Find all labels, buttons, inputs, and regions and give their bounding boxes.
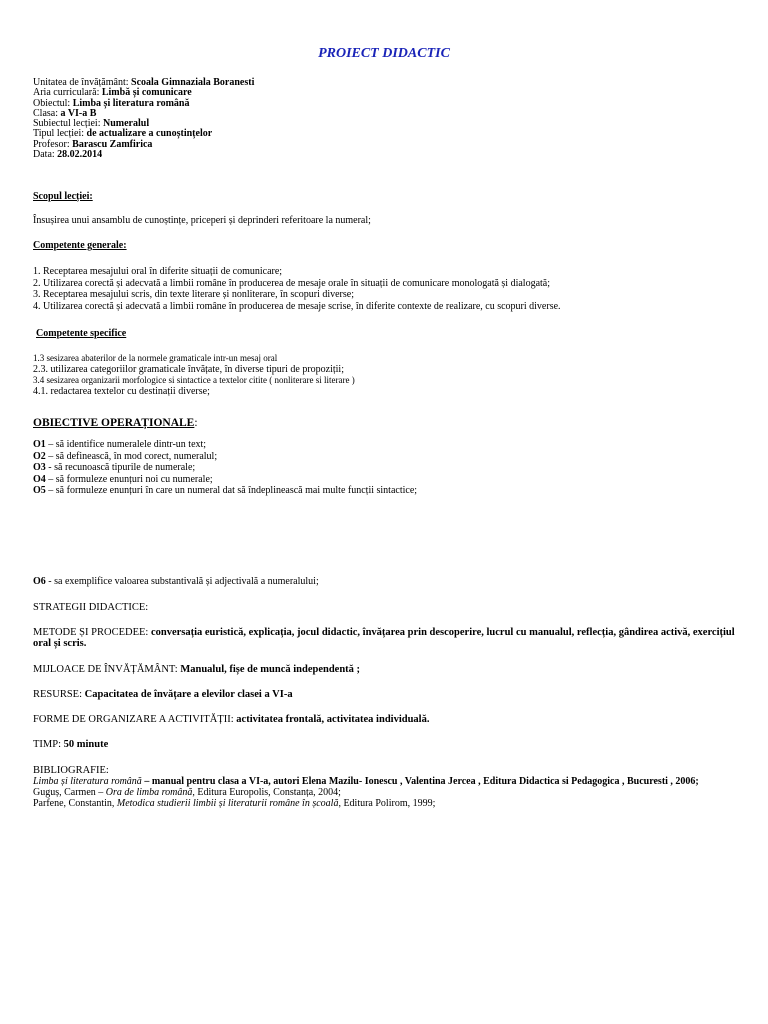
objective-code: O3 — [33, 462, 46, 474]
timp-value: 50 minute — [63, 739, 109, 750]
lesson-header — [33, 78, 753, 160]
resurse-line — [33, 689, 753, 700]
competente-generale-list — [33, 266, 753, 312]
subiectul-label: Subiectul lecției: — [33, 118, 101, 130]
scopul-heading-text: Scopul lecției: — [33, 191, 93, 202]
timp-label: TIMP: — [33, 739, 64, 750]
objective-text: – să formuleze enunțuri în care un numeral dat să îndeplinească mai multe funcții sintactice; — [45, 485, 418, 497]
list-item: 1.3 sesizarea abaterilor de la normele gramaticale intr-un mesaj oral — [33, 353, 278, 363]
aria-label: Aria curriculară: — [33, 87, 100, 99]
objective-code: O4 — [33, 473, 46, 485]
obiectul-value: Limba și literatura română — [72, 97, 190, 109]
metode-label: METODE ȘI PROCEDEE: — [33, 627, 151, 638]
subiectul-value: Numeralul — [102, 118, 150, 130]
clasa-label: Clasa: — [33, 107, 58, 119]
unitatea-label: Unitatea de învățământ: — [33, 77, 129, 88]
objective-code: O5 — [33, 485, 46, 497]
competente-specifice-heading-text: Competente specifice — [36, 328, 127, 339]
bibliography-entry — [33, 776, 753, 787]
objective-text: - sa exemplifice valoarea substantivală și adjectivală a numeralului; — [45, 576, 319, 587]
bib-details: , Editura Europolis, Constanța, 2004; — [192, 787, 341, 798]
list-item: 3. Receptarea mesajului scris, din texte literare și nonliterare, în scopuri diverse; — [33, 289, 354, 301]
competente-generale-heading — [33, 240, 753, 251]
resurse-value: Capacitatea de învățare a elevilor clasei a VI-a — [84, 689, 293, 700]
bib-title: Ora de limba română — [105, 787, 193, 798]
bibliografie — [33, 765, 753, 809]
objective-o6 — [33, 576, 753, 588]
list-item — [33, 439, 753, 451]
list-item: 4. Utilizarea corectă și adecvată a limbii române în producerea de mesaje scrise, în diferite contexte de realizare, cu scopuri diverse. — [33, 300, 561, 312]
forme-value: activitatea frontală, activitatea individuală. — [236, 714, 430, 725]
objective-text: – să identifice numeralele dintr-un text; — [45, 439, 207, 450]
tipul-label: Tipul lecției: — [33, 128, 85, 140]
bibliography-entry — [33, 798, 753, 809]
obiective-heading — [33, 413, 753, 431]
bibliography-entry — [33, 787, 753, 798]
objective-text: - să recunoască tipurile de numerale; — [45, 462, 196, 474]
bib-details: – manual pentru clasa a VI-a, autori Elena Mazilu- Ionescu , Valentina Jercea , Editura Didactica si Pedagogica , Bucuresti , 2006; — [141, 776, 699, 787]
objective-code: O1 — [33, 439, 46, 450]
scopul-text — [33, 216, 753, 226]
aria-value: Limbă și comunicare — [101, 87, 192, 99]
metode-line — [33, 627, 753, 649]
forme-line — [33, 714, 753, 725]
profesor-label: Profesor: — [33, 138, 70, 150]
mijloace-label: MIJLOACE DE ÎNVĂȚĂMÂNT: — [33, 664, 181, 675]
resurse-label: RESURSE: — [33, 689, 85, 700]
metode-value: conversația euristică, explicația, jocul didactic, învățarea prin descoperire, lucrul cu manualul, reflecția, gândirea activă, exercițiul oral și scris. — [33, 627, 735, 649]
bib-title: Metodica studierii limbii și literaturii române în școală — [116, 798, 339, 809]
data-value: 28.02.2014 — [57, 149, 103, 161]
forme-label: FORME DE ORGANIZARE A ACTIVITĂȚII: — [33, 714, 237, 725]
objective-text: – să definească, în mod corect, numeralul; — [45, 450, 218, 462]
mijloace-line — [33, 664, 753, 675]
obiectul-label: Obiectul: — [33, 97, 71, 109]
bib-author: Guguș, Carmen – — [33, 787, 106, 798]
competente-specifice-list — [33, 353, 753, 397]
obiective-heading-text: OBIECTIVE OPERAȚIONALE — [33, 417, 195, 429]
list-item — [33, 462, 753, 474]
strategii-heading-text: STRATEGII DIDACTICE: — [33, 602, 149, 613]
mijloace-value: Manualul, fișe de muncă independentă ; — [180, 664, 361, 675]
unitatea-value: Scoala Gimnaziala Boranesti — [131, 77, 255, 88]
bib-details: , Editura Polirom, 1999; — [338, 798, 436, 809]
obiective-heading-suffix: : — [194, 417, 198, 429]
obiectul-line — [33, 99, 753, 109]
list-item: 2. Utilizarea corectă și adecvată a limbii române în producerea de mesaje orale în situații de comunicare monologată și dialogată; — [33, 277, 551, 289]
list-item: 1. Receptarea mesajului oral în diferite situații de comunicare; — [33, 266, 283, 277]
bibliografie-heading: BIBLIOGRAFIE: — [33, 765, 109, 776]
data-line — [33, 150, 753, 160]
objective-code: O2 — [33, 450, 46, 462]
bib-author: Parfene, Constantin, — [33, 798, 117, 809]
bib-title: Limba și literatura română — [33, 776, 142, 787]
clasa-value: a VI-a B — [60, 107, 97, 119]
timp-line — [33, 739, 753, 750]
competente-generale-heading-text: Competente generale: — [33, 240, 127, 251]
list-item: 4.1. redactarea textelor cu destinații diverse; — [33, 386, 210, 397]
strategii-heading — [33, 602, 753, 613]
data-label: Data: — [33, 149, 55, 161]
objective-code: O6 — [33, 576, 46, 587]
list-item: 2.3. utilizarea categoriilor gramaticale învățate, în diverse tipuri de propoziții; — [33, 364, 344, 375]
list-item — [33, 485, 753, 497]
objective-text: – să formuleze enunțuri noi cu numerale; — [45, 473, 213, 485]
scopul-text-line: Însușirea unui ansamblu de cunoștințe, priceperi și deprinderi referitoare la numeral; — [33, 215, 371, 226]
scopul-heading — [33, 191, 753, 202]
list-item: 3.4 sesizarea organizarii morfologice si sintactice a textelor citite ( nonliterare si literare ) — [33, 375, 355, 385]
competente-specifice-heading — [36, 328, 756, 339]
list-item — [33, 474, 753, 486]
document-title: PROIECT DIDACTIC — [318, 46, 450, 61]
obiective-list — [33, 439, 753, 497]
profesor-value: Barascu Zamfirica — [72, 138, 153, 150]
profesor-line — [33, 140, 753, 150]
list-item — [33, 451, 753, 463]
tipul-value: de actualizare a cunoștințelor — [86, 128, 213, 140]
